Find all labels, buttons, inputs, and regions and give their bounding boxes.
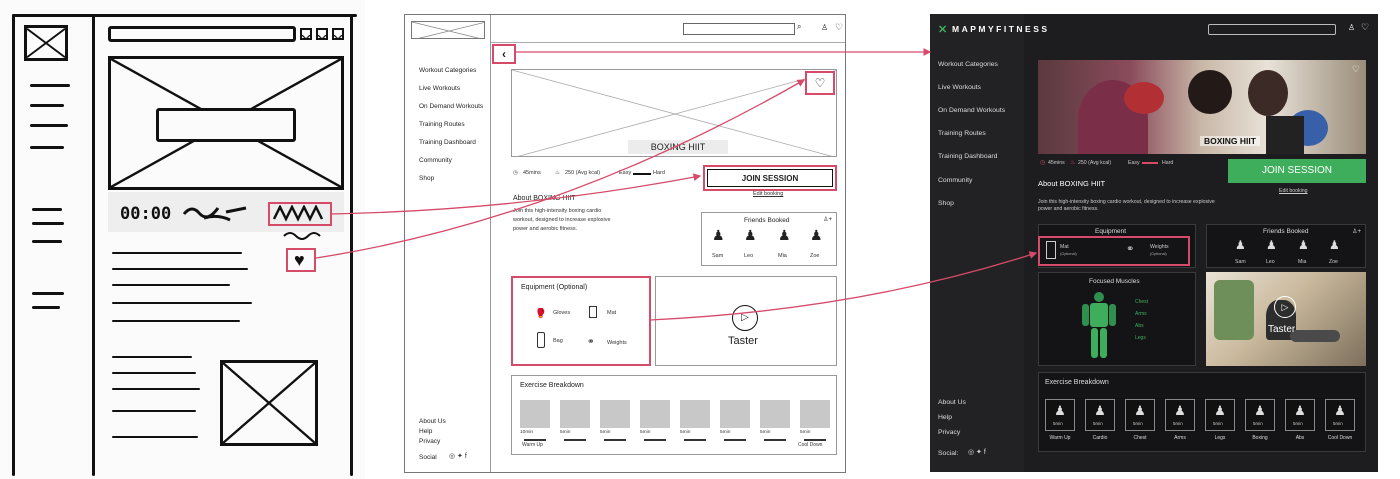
mk-breakdown-label: Cool Down — [1327, 435, 1353, 441]
wf-breakdown-label-line — [564, 439, 586, 441]
wf-breakdown-label-line — [764, 439, 786, 441]
weights-icon: ⚭ — [1126, 244, 1135, 255]
boxing-glove — [1124, 82, 1164, 114]
mk-footer-item[interactable]: Privacy — [938, 429, 961, 436]
sketch-nav-line — [30, 146, 64, 149]
sketch-icon — [332, 28, 344, 40]
wireframe-header — [491, 15, 845, 43]
wf-hero-title: BOXING HIIT — [628, 140, 728, 154]
wireframe-sidebar — [405, 15, 491, 472]
sketch-text-line — [112, 268, 248, 270]
mk-hard: Hard — [1162, 160, 1174, 166]
user-icon[interactable]: ♙ — [1348, 23, 1356, 32]
sketch-nav-line — [30, 104, 64, 107]
sketch-icon — [316, 28, 328, 40]
wf-equipment-item: Weights — [607, 340, 627, 346]
mk-breakdown-time: 5min — [1333, 421, 1343, 426]
wf-breakdown-tile[interactable] — [680, 400, 710, 428]
wf-breakdown-label-line — [724, 439, 746, 441]
mk-nav-item[interactable]: Live Workouts — [938, 84, 981, 91]
mk-friend-name: Zoe — [1329, 259, 1338, 265]
person-icon: ♟ — [1266, 238, 1277, 252]
boxer-body — [1266, 116, 1304, 154]
wf-join-highlight — [703, 165, 837, 191]
sketch-text-line — [112, 284, 230, 286]
wf-equipment-card — [511, 276, 651, 366]
sketch-frame-right — [350, 14, 353, 476]
heart-icon[interactable]: ♡ — [1361, 22, 1370, 32]
favourite-heart-button[interactable]: ♡ — [805, 71, 835, 95]
clock-icon: ◷ — [513, 170, 518, 176]
wf-breakdown-tile[interactable] — [600, 400, 630, 428]
sketch-timer: 00:00 — [120, 204, 172, 224]
wf-breakdown-label-line — [524, 439, 546, 441]
wf-taster-card[interactable] — [655, 276, 837, 366]
mk-breakdown-time: 5min — [1133, 421, 1143, 426]
wf-nav-item[interactable]: Training Routes — [419, 121, 465, 128]
wf-social-label: Social — [419, 454, 437, 461]
bag-icon — [537, 332, 545, 348]
mk-search-input[interactable] — [1208, 24, 1336, 35]
wf-breakdown-tile[interactable] — [640, 400, 670, 428]
mk-breakdown-time: 5min — [1093, 421, 1103, 426]
mk-nav-item[interactable]: On Demand Workouts — [938, 107, 1006, 114]
mk-breakdown-tile[interactable]: ♟ — [1285, 399, 1315, 431]
play-icon[interactable]: ▷ — [1274, 296, 1296, 318]
mk-edit-booking[interactable]: Edit booking — [1279, 188, 1308, 194]
mk-breakdown-label: Cardio — [1092, 435, 1108, 441]
wf-taster-label: Taster — [728, 335, 758, 347]
mk-equipment-item: Mat — [1060, 244, 1069, 250]
mk-breakdown-label: Abs — [1295, 435, 1305, 441]
sketch-hero-title-box — [156, 108, 296, 142]
wf-footer-item[interactable]: Privacy — [419, 438, 441, 445]
wf-nav-item[interactable]: On Demand Workouts — [419, 103, 484, 110]
mk-breakdown-label: Warm Up — [1049, 435, 1071, 441]
sketch-panel — [0, 0, 365, 479]
person-icon: ♟ — [712, 227, 725, 243]
mk-nav-item[interactable]: Shop — [938, 200, 954, 207]
mk-breakdown-tile[interactable]: ♟ — [1045, 399, 1075, 431]
mk-muscles-title: Focused Muscles — [1089, 278, 1140, 285]
mk-equipment-note: (Optional) — [1060, 252, 1077, 256]
wf-friend-name: Zoe — [810, 253, 820, 259]
wf-breakdown-label-line — [644, 439, 666, 441]
wf-search-input[interactable] — [683, 23, 795, 35]
add-friend-icon[interactable]: ♙+ — [1352, 229, 1361, 235]
mk-muscle-item: Arms — [1135, 311, 1147, 317]
mk-breakdown-label: Boxing — [1252, 435, 1268, 441]
sketch-search — [108, 26, 296, 42]
wf-friends-card — [701, 212, 837, 266]
mk-breakdown-card — [1038, 372, 1366, 452]
mk-breakdown-tile[interactable]: ♟ — [1325, 399, 1355, 431]
wf-hard: Hard — [653, 170, 665, 176]
mk-breakdown-label: Arms — [1174, 435, 1186, 441]
play-icon[interactable]: ▷ — [732, 305, 758, 331]
wf-breakdown-tile[interactable] — [760, 400, 790, 428]
wf-edit-booking[interactable]: Edit booking — [753, 191, 784, 197]
wf-breakdown-last-label: Cool Down — [798, 442, 823, 448]
sketch-nav-line — [32, 292, 64, 295]
add-friend-icon[interactable]: ♙+ — [823, 217, 832, 223]
wf-breakdown-title: Exercise Breakdown — [520, 382, 584, 389]
mk-breakdown-title: Exercise Breakdown — [1045, 379, 1109, 386]
plant-shape — [1214, 280, 1254, 340]
mk-hero-title: BOXING HIIT — [1200, 136, 1260, 146]
mk-muscle-item: Legs — [1135, 335, 1146, 341]
difficulty-bar — [1142, 162, 1158, 164]
sketch-text-line — [112, 320, 240, 322]
wf-nav-item[interactable]: Shop — [419, 175, 435, 182]
gloves-icon: 🥊 — [535, 308, 547, 318]
wf-breakdown-time: 10min — [520, 430, 534, 435]
clock-icon: ◷ — [1040, 160, 1046, 166]
wf-duration: 45mins — [523, 170, 541, 176]
person-icon: ♟ — [810, 227, 823, 243]
fire-icon: ♨ — [555, 170, 560, 176]
wf-breakdown-tile[interactable] — [560, 400, 590, 428]
mk-kcal: 250 (Avg kcal) — [1078, 160, 1112, 166]
wf-friend-name: Sam — [712, 253, 724, 259]
mk-breakdown-time: 5min — [1253, 421, 1263, 426]
mk-breakdown-time: 5min — [1173, 421, 1183, 426]
heart-icon: ♥ — [294, 250, 305, 270]
sketch-text-line — [112, 356, 192, 358]
mat-icon — [1046, 241, 1056, 259]
person-icon: ♟ — [1298, 238, 1309, 252]
mk-about-title: About BOXING HIIT — [1038, 179, 1106, 188]
person-icon: ♟ — [778, 227, 791, 243]
social-icons[interactable]: ◎ ✦ f — [968, 449, 986, 456]
sketch-nav-line — [30, 84, 70, 87]
mk-footer-item[interactable]: Help — [938, 414, 952, 421]
wf-friends-title: Friends Booked — [744, 217, 790, 224]
brand-logo-icon[interactable]: ✕ — [938, 24, 948, 36]
mk-friends-title: Friends Booked — [1263, 228, 1309, 235]
wf-hero — [511, 69, 837, 157]
mk-breakdown-tile[interactable]: ♟ — [1205, 399, 1235, 431]
wf-breakdown-tile[interactable] — [800, 400, 830, 428]
hero-image — [1038, 60, 1366, 154]
wf-breakdown-time: 5min — [600, 430, 611, 435]
wireframe-logo — [411, 21, 485, 39]
mk-friend-name: Sam — [1235, 259, 1246, 265]
mk-muscle-item: Chest — [1135, 299, 1149, 305]
muscle-body-figure — [1079, 291, 1119, 361]
wf-nav-item[interactable]: Live Workouts — [419, 85, 461, 92]
sketch-nav-line — [32, 306, 60, 309]
sketch-nav-line — [32, 222, 64, 225]
mk-breakdown-tile[interactable]: ♟ — [1165, 399, 1195, 431]
sketch-edit-scribble — [282, 230, 322, 242]
wf-join-button[interactable]: JOIN SESSION — [707, 169, 833, 187]
sketch-nav-line — [30, 124, 68, 127]
person-icon: ♟ — [1329, 238, 1340, 252]
mk-breakdown-time: 5min — [1293, 421, 1303, 426]
mk-friends-card — [1206, 224, 1366, 268]
wf-about-title: About BOXING HIIT — [513, 195, 576, 202]
mk-nav-item[interactable]: Community — [938, 177, 973, 184]
wf-nav-item[interactable]: Workout Categories — [419, 67, 477, 74]
wf-breakdown-first-label: Warm Up — [522, 442, 543, 448]
wf-nav-item[interactable]: Training Dashboard — [419, 139, 476, 146]
mk-breakdown-tile[interactable]: ♟ — [1085, 399, 1115, 431]
pad-figure — [1188, 70, 1232, 114]
mk-taster-card[interactable] — [1206, 272, 1366, 366]
wf-breakdown-card — [511, 375, 837, 455]
mk-join-button[interactable]: JOIN SESSION — [1228, 159, 1366, 183]
weights-icon: ⚭ — [587, 336, 595, 346]
favourite-heart-button[interactable]: ♡ — [1351, 64, 1360, 74]
wf-equipment-title: Equipment (Optional) — [521, 284, 588, 291]
mk-breakdown-label: Chest — [1133, 435, 1147, 441]
mk-equipment-highlight — [1038, 236, 1190, 266]
mk-about-text: Join this high-intensity boxing cardio workout, designed to increase explosive power and aerobic fitness. — [1038, 199, 1215, 212]
wf-breakdown-time: 5min — [640, 430, 651, 435]
brand-name: MAPMYFITNESS — [952, 24, 1050, 34]
sketch-taster — [220, 360, 318, 446]
sketch-logo — [24, 25, 68, 61]
wf-breakdown-time: 5min — [680, 430, 691, 435]
sketch-text-line — [112, 436, 198, 438]
user-icon[interactable]: ♙ — [821, 23, 829, 32]
wf-breakdown-time: 5min — [720, 430, 731, 435]
sketch-frame-top — [12, 14, 357, 17]
wf-breakdown-tile[interactable] — [720, 400, 750, 428]
wf-breakdown-label-line — [804, 439, 826, 441]
wf-about-text: Join this high-intensity boxing cardio workout, designed to increase explosive power and aerobic fitness. — [513, 208, 611, 232]
person-leg-shape — [1290, 330, 1340, 342]
mk-friend-name: Leo — [1266, 259, 1275, 265]
mk-nav-item[interactable]: Training Dashboard — [938, 153, 998, 160]
sketch-nav-line — [32, 208, 62, 211]
wf-kcal: 250 (Avg kcal) — [565, 170, 601, 176]
mk-nav-item[interactable]: Workout Categories — [938, 61, 998, 68]
mk-nav-item[interactable]: Training Routes — [938, 130, 986, 137]
mk-taster-label: Taster — [1268, 324, 1296, 335]
mk-breakdown-tile[interactable]: ♟ — [1245, 399, 1275, 431]
sketch-text-line — [112, 302, 252, 304]
wf-friend-name: Leo — [744, 253, 754, 259]
wf-breakdown-label-line — [604, 439, 626, 441]
sketch-scribble — [176, 200, 256, 224]
mk-muscles-card — [1038, 272, 1196, 366]
wf-equipment-item: Bag — [553, 338, 563, 344]
wf-breakdown-label-line — [684, 439, 706, 441]
wf-equipment-item: Mat — [607, 310, 617, 316]
wf-easy: Easy — [619, 170, 632, 176]
fire-icon: ♨ — [1070, 160, 1076, 166]
mat-icon — [589, 306, 597, 318]
sketch-text-line — [112, 410, 196, 412]
sketch-nav-line — [32, 240, 62, 243]
sketch-join-scribble — [272, 205, 328, 223]
wf-breakdown-time: 5min — [800, 430, 811, 435]
search-icon[interactable]: ⌕ — [797, 22, 802, 31]
wf-breakdown-tile[interactable] — [520, 400, 550, 428]
sketch-icon — [300, 28, 312, 40]
wf-friend-name: Mia — [778, 253, 787, 259]
wf-nav-item[interactable]: Community — [419, 157, 452, 164]
heart-icon[interactable]: ♡ — [835, 22, 844, 32]
wf-equipment-item: Gloves — [553, 310, 571, 316]
wireframe-panel — [404, 14, 846, 473]
wf-breakdown-time: 5min — [560, 430, 571, 435]
mk-easy: Easy — [1128, 160, 1140, 166]
mk-breakdown-tile[interactable]: ♟ — [1125, 399, 1155, 431]
social-icons[interactable]: ◎ ✦ f — [449, 453, 467, 460]
wf-footer-item[interactable]: About Us — [419, 418, 446, 425]
back-button[interactable]: ‹ — [492, 44, 516, 64]
mk-muscle-item: Abs — [1135, 323, 1144, 329]
mk-breakdown-time: 5min — [1213, 421, 1223, 426]
sketch-frame-left — [12, 14, 15, 476]
mk-breakdown-label: Legs — [1214, 435, 1226, 441]
mockup-panel — [930, 14, 1378, 472]
mk-equipment-note: (Optional) — [1150, 252, 1167, 256]
mk-friend-name: Mia — [1298, 259, 1307, 265]
sketch-text-line — [112, 388, 200, 390]
wf-breakdown-time: 5min — [760, 430, 771, 435]
wf-footer-item[interactable]: Help — [419, 428, 433, 435]
boxer-head — [1248, 70, 1288, 116]
sketch-text-line — [112, 372, 196, 374]
sketch-sidebar-divider — [92, 14, 95, 476]
person-icon: ♟ — [744, 227, 757, 243]
difficulty-bar — [633, 173, 651, 175]
mk-breakdown-time: 5min — [1053, 421, 1063, 426]
mk-equipment-item: Weights — [1150, 244, 1169, 250]
mk-duration: 45mins — [1048, 160, 1065, 166]
mk-equipment-title: Equipment — [1095, 228, 1127, 235]
person-icon: ♟ — [1235, 238, 1246, 252]
mk-footer-item[interactable]: About Us — [938, 399, 966, 406]
mk-social-label: Social: — [938, 450, 959, 457]
sketch-text-line — [112, 252, 242, 254]
